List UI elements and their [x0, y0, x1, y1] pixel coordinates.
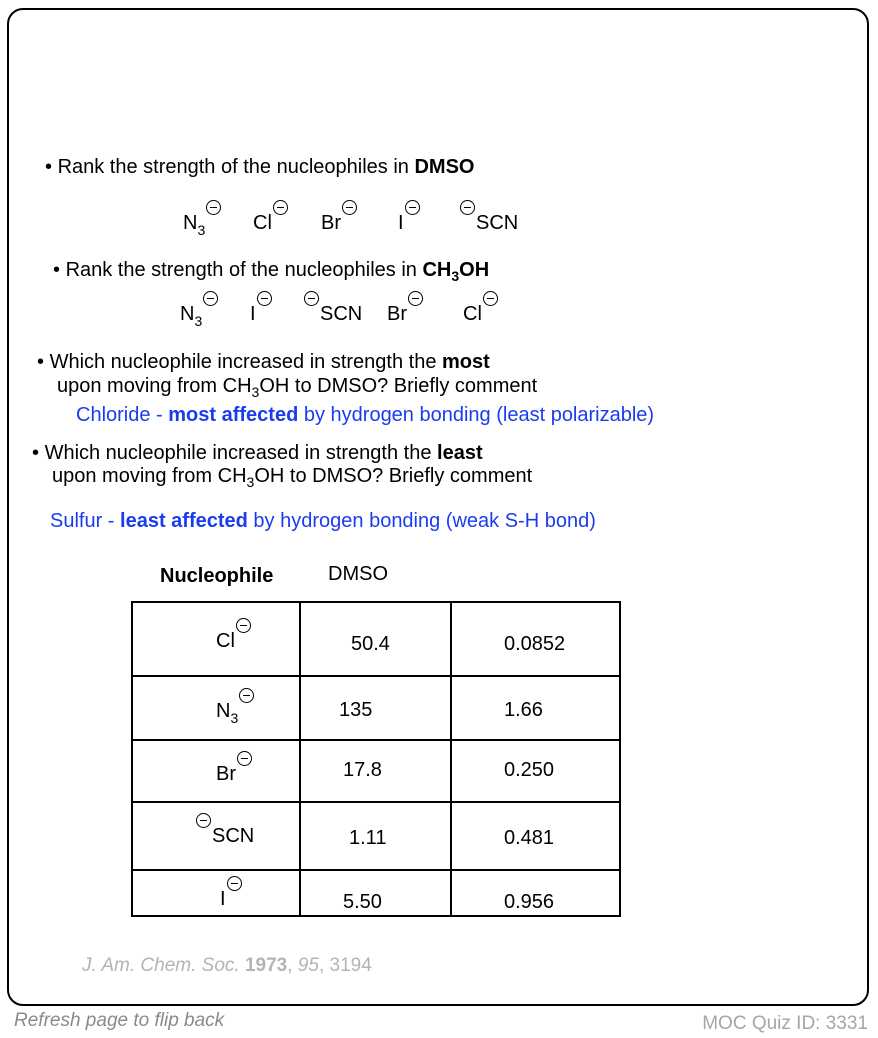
negative-charge-icon	[206, 200, 221, 215]
table-row	[132, 602, 620, 676]
ion-bromide: Br	[387, 303, 423, 326]
negative-charge-icon	[273, 200, 288, 215]
nucleophile-cell: I	[220, 888, 242, 911]
bullet: •	[37, 351, 50, 373]
dmso-value: 17.8	[343, 759, 382, 781]
question-most-increase: • Which nucleophile increased in strength the most	[37, 351, 490, 373]
dmso-value: 50.4	[351, 633, 390, 655]
question-least-increase-line2: upon moving from $CH_3OH$ to DMSO? Briefly comment	[52, 465, 533, 490]
answer-sulfur: Sulfur - least affected by hydrogen bonding (weak S-H bond)	[50, 510, 596, 532]
table-row	[132, 870, 620, 916]
question-most-increase-line2: upon moving from $CH_3OH$ to DMSO? Briefly comment	[57, 375, 538, 400]
dmso-value: 5.50	[343, 891, 382, 913]
nucleophile-cell: $N_3$	[216, 700, 254, 726]
bullet: •	[32, 442, 45, 464]
refresh-hint-link[interactable]: Refresh page to flip back	[14, 1010, 225, 1031]
table-row	[132, 676, 620, 740]
bullet: •	[45, 156, 58, 178]
ion-thiocyanate: SCN	[304, 303, 362, 326]
ch3oh-value: 0.250	[504, 759, 555, 781]
ion-azide: $N_3$	[180, 303, 218, 329]
citation: J. Am. Chem. Soc. 1973, 95, 3194	[82, 955, 372, 976]
negative-charge-icon	[483, 291, 498, 306]
ion-chloride: Cl	[253, 212, 288, 235]
ch3oh-value: 1.66	[504, 699, 543, 721]
bullet: •	[53, 259, 66, 281]
quiz-id-label: MOC Quiz ID: 3331	[702, 1013, 868, 1034]
table-row	[132, 740, 620, 802]
table-row	[132, 802, 620, 870]
answer-chloride: Chloride - most affected by hydrogen bonding (least polarizable)	[76, 404, 655, 426]
negative-charge-icon	[304, 291, 319, 306]
nucleophile-table	[131, 601, 621, 917]
ch3oh-value: 0.481	[504, 827, 555, 849]
negative-charge-icon	[227, 876, 242, 891]
nucleophile-cell: Br	[216, 763, 252, 786]
question-rank-dmso: • Rank the strength of the nucleophiles in DMSO	[45, 156, 475, 178]
dmso-value: 1.11	[349, 827, 387, 849]
ion-iodide: I	[398, 212, 420, 235]
ion-thiocyanate: SCN	[460, 212, 518, 235]
negative-charge-icon	[460, 200, 475, 215]
question-least-increase: • Which nucleophile increased in strength the least	[32, 442, 483, 464]
question-rank-ch3oh: • Rank the strength of the nucleophiles in $CH_3OH$	[53, 259, 490, 284]
ion-iodide: I	[250, 303, 272, 326]
ion-bromide: Br	[321, 212, 357, 235]
negative-charge-icon	[257, 291, 272, 306]
ch3oh-value: 0.0852	[504, 633, 566, 655]
ion-chloride: Cl	[463, 303, 498, 326]
negative-charge-icon	[237, 751, 252, 766]
negative-charge-icon	[239, 688, 254, 703]
ion-azide: $N_3$	[183, 212, 221, 238]
table-header-dmso: DMSO	[328, 563, 388, 585]
negative-charge-icon	[236, 618, 251, 633]
dmso-value: 135	[339, 699, 373, 721]
table-header-nucleophile: Nucleophile	[160, 565, 274, 587]
ch3oh-value: 0.956	[504, 891, 555, 913]
negative-charge-icon	[196, 813, 211, 828]
negative-charge-icon	[342, 200, 357, 215]
nucleophile-cell: SCN	[196, 825, 254, 848]
negative-charge-icon	[405, 200, 420, 215]
negative-charge-icon	[203, 291, 218, 306]
negative-charge-icon	[408, 291, 423, 306]
nucleophile-cell: Cl	[216, 630, 251, 653]
